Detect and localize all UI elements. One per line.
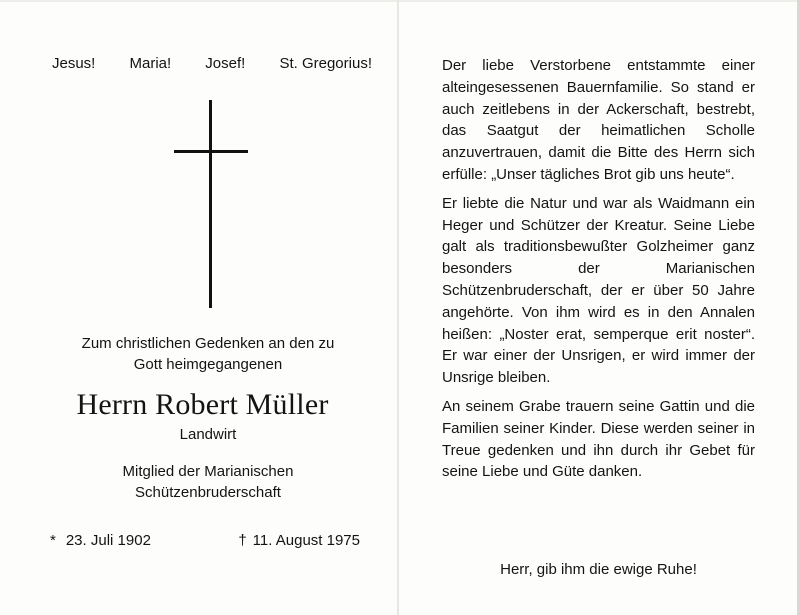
occupation: Landwirt — [179, 426, 237, 443]
invocation-line — [52, 55, 372, 72]
invocation-st-gregorius: St. Gregorius! — [279, 55, 372, 72]
biography-paragraph-3: An seinem Grabe trauern seine Gattin und die Familien seiner Kinder. Diese werden seiner in Treue gedenken und ihn durch ihr Gebet für seine Liebe und Güte danken. — [442, 397, 755, 481]
life-dates — [50, 532, 360, 549]
biography-paragraph-2: Er liebte die Natur und war als Waidmann ein Heger und Schützer der Kreatur. Seine Liebe galt als traditionsbewußter Golzheimer ganz besonders der Marianischen Schützenbruderschaft, der er über 50 Jahre angehörte. Von ihm wird es in den Annalen heißen: „Noster erat, semperque erit noster“. Er war einer der Unsrigen, er wird immer der Unsrige bleiben. — [442, 194, 755, 387]
memorial-dedication — [48, 333, 368, 375]
birth-date: 23. Juli 1902 — [65, 532, 151, 549]
invocation-maria: Maria! — [129, 55, 172, 72]
deceased-name: Herrn Robert Müller — [76, 388, 329, 421]
closing-prayer: Herr, gib ihm die ewige Ruhe! — [500, 561, 697, 578]
cross-vertical-beam — [209, 100, 212, 308]
death-symbol: † — [238, 532, 247, 549]
death-date-group — [238, 532, 360, 549]
membership-line-2: Schützenbruderschaft — [135, 484, 281, 501]
invocation-jesus: Jesus! — [52, 55, 96, 72]
membership-line-1: Mitglied der Marianischen — [122, 463, 294, 480]
membership — [48, 461, 368, 503]
death-date: 11. August 1975 — [252, 532, 360, 549]
birth-date-group — [50, 532, 151, 549]
memorial-line-2: Gott heimgegangenen — [133, 356, 283, 373]
birth-symbol: * — [50, 532, 56, 549]
biography-paragraph-1: Der liebe Verstorbene entstammte einer alteingesessenen Bauernfamilie. So stand er auch zeitlebens in der Ackerschaft, bestrebt, das Saatgut der heimatlichen Scholle anzuvertrauen, damit die Bitte des Herrn sich erfülle: „Unser tägliches Brot gib uns heute“. — [442, 57, 755, 183]
cross-horizontal-beam — [174, 150, 248, 153]
invocation-josef: Josef! — [205, 55, 246, 72]
biography-text — [442, 55, 755, 490]
memorial-line-1: Zum christlichen Gedenken an den zu — [81, 335, 335, 352]
cross-icon — [174, 100, 248, 308]
